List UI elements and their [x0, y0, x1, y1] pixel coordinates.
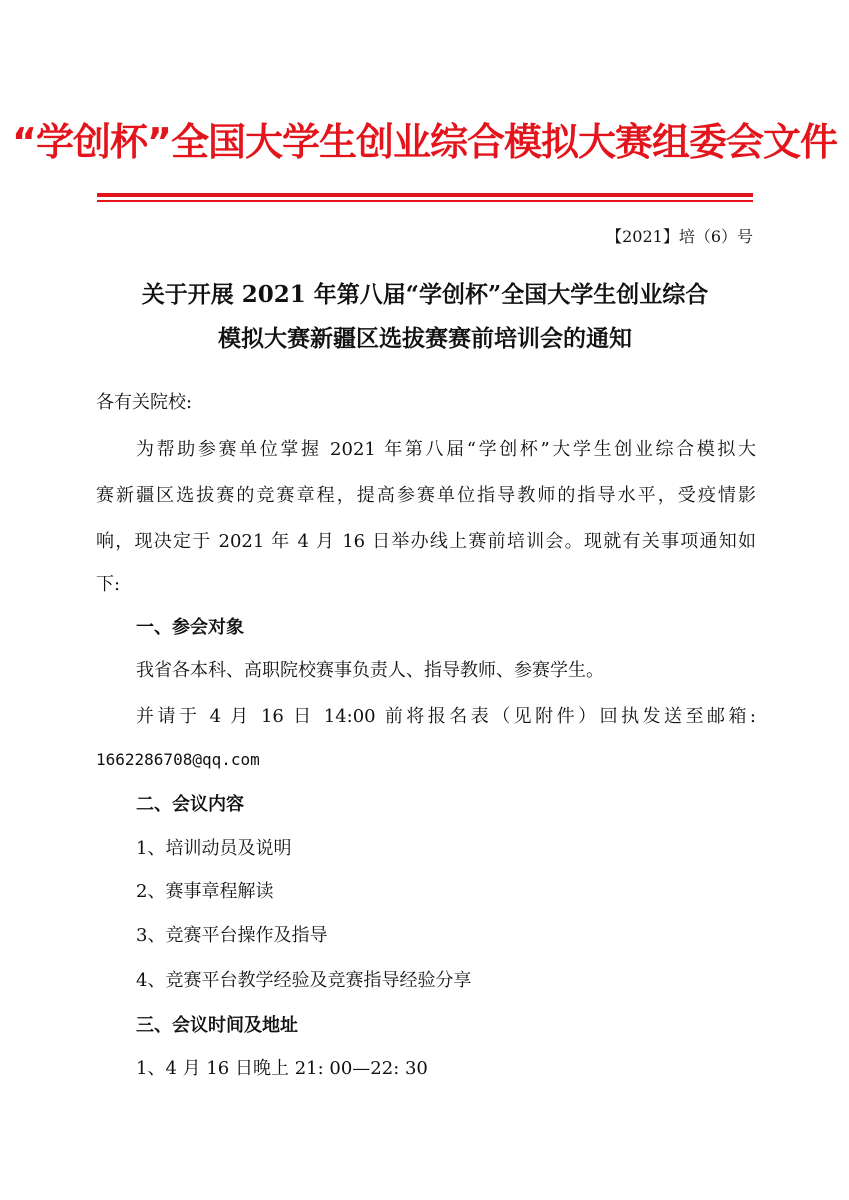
salutation: 各有关院校:	[96, 392, 193, 413]
notice-title-line-2: 模拟大赛新疆区选拔赛赛前培训会的通知	[218, 325, 632, 352]
section-2-item-4: 4、竞赛平台教学经验及竞赛指导经验分享	[136, 970, 472, 991]
section-2-item-2: 2、赛事章程解读	[136, 881, 274, 902]
section-2-item-1: 1、培训动员及说明	[136, 838, 292, 859]
header-rule-thick	[97, 193, 753, 197]
notice-title-line-1: 关于开展 2021 年第八届“学创杯”全国大学生创业综合	[141, 281, 709, 308]
header-rule-thin	[97, 200, 753, 202]
intro-line-2: 赛新疆区选拔赛的竞赛章程，提高参赛单位指导教师的指导水平，受疫情影	[96, 485, 756, 506]
intro-line-4: 下:	[96, 574, 121, 595]
section-1-line-2: 并请于 4 月 16 日 14:00 前将报名表（见附件）回执发送至邮箱:	[136, 706, 756, 727]
section-1-email: 1662286708@qq.com	[96, 750, 260, 769]
section-3-line-1: 1、4 月 16 日晚上 21: 00—22: 30	[136, 1058, 428, 1079]
section-2-item-3: 3、竞赛平台操作及指导	[136, 925, 328, 946]
document-number: 【2021】培（6）号	[606, 227, 753, 246]
section-1-line-1: 我省各本科、高职院校赛事负责人、指导教师、参赛学生。	[136, 660, 604, 681]
section-3-heading: 三、会议时间及地址	[136, 1015, 298, 1036]
intro-line-3: 响，现决定于 2021 年 4 月 16 日举办线上赛前培训会。现就有关事项通知如	[96, 531, 756, 552]
document-header-title: “学创杯”全国大学生创业综合模拟大赛组委会文件	[12, 120, 837, 164]
section-2-heading: 二、会议内容	[136, 794, 244, 815]
section-1-heading: 一、参会对象	[136, 617, 244, 638]
intro-line-1: 为帮助参赛单位掌握 2021 年第八届“学创杯”大学生创业综合模拟大	[136, 439, 756, 460]
